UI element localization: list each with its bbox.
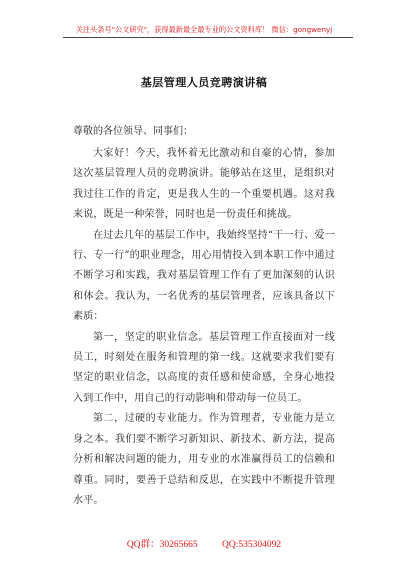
header-divider: [63, 37, 353, 38]
header-note: 关注头条号"公文研究"，获得最新最全最专业的公文资料库！ 微信：gongwenyj: [75, 25, 333, 34]
document-body: [73, 120, 335, 511]
footer-qq: QQ:535304092: [221, 540, 282, 550]
footer-qq-group: QQ群：30265665: [126, 540, 198, 550]
document-title: 基层管理人员竞聘演讲稿: [140, 76, 268, 89]
paragraph-4: 第二，过硬的专业能力。作为管理者，专业能力是立身之本。我们要不断学习新知识、新技术、新方法，提高分析和解决问题的能力，用专业的水准赢得员工的信赖和尊重。同时，要善于总结和反思，在实践中不断提升管理水平。: [73, 413, 335, 506]
paragraph-2: 在过去几年的基层工作中，我始终坚持“干一行、爱一行、专一行”的职业理念，用心用情投入到本职工作中通过不断学习和实践，我对基层管理工作有了更加深刻的认识和体会。我认为，一名优秀的基层管理者，应该具备以下素质：: [73, 229, 335, 323]
greeting: 尊敬的各位领导、同事们：: [73, 126, 193, 137]
footer-contact: [0, 536, 408, 550]
paragraph-3: 第一，坚定的职业信念。基层管理工作直接面对一线员工，时刻处在服务和管理的第一线。这就要求我们要有坚定的职业信念，以高度的责任感和使命感，全身心地投入到工作中，用自己的行动影响和带动每一位员工。: [73, 331, 335, 404]
paragraph-1: 大家好！今天，我怀着无比激动和自豪的心情，参加这次基层管理人员的竞聘演讲。能够站在这里，是组织对我过往工作的肯定，更是我人生的一个重要机遇。这对我来说，既是一种荣誉，同时也是一份责任和挑战。: [73, 148, 335, 221]
